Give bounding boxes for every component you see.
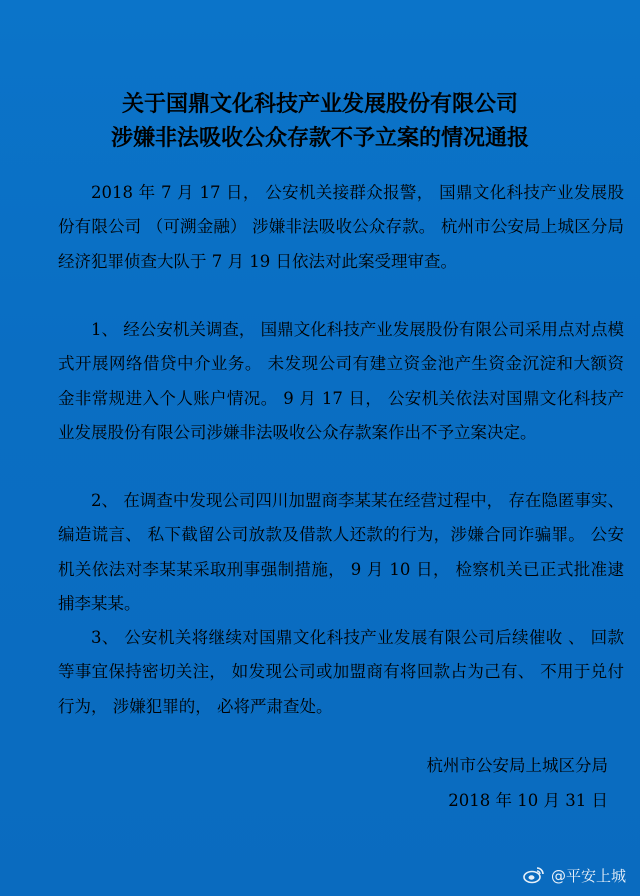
document-title-line2: 涉嫌非法吸收公众存款不予立案的情况通报 — [110, 126, 529, 151]
signature-date: 2018 年 10 月 31 日 — [448, 791, 608, 810]
weibo-logo-icon — [523, 866, 545, 884]
paragraph-item-1: 1、 经公安机关调查， 国鼎文化科技产业发展股份有限公司采用点对点模式开展网络借贷中介业务。 未发现公司有建立资金池产生资金沉淀和大额资金非常规进入个人账户情况。 9 月 17 日， 公安机关依法对国鼎文化科技产业发展股份有限公司涉嫌非法吸收公众存款案作出不予立案决定。 — [58, 320, 624, 443]
weibo-watermark — [523, 862, 626, 888]
paragraph-item-3: 3、 公安机关将继续对国鼎文化科技产业发展有限公司后续催收 、 回款等事宜保持密切关注， 如发现公司或加盟商有将回款占为己有、 不用于兑付行为， 涉嫌犯罪的， 必将严肃查处。 — [58, 628, 624, 716]
paragraph-intro: 2018 年 7 月 17 日， 公安机关接群众报警， 国鼎文化科技产业发展股份有限公司 （可溯金融） 涉嫌非法吸收公众存款。 杭州市公安局上城区分局经济犯罪侦查大队于 7 月 19 日依法对此案受理审查。 — [58, 183, 624, 271]
paragraph-item-2: 2、 在调查中发现公司四川加盟商李某某在经营过程中， 存在隐匿事实、 编造谎言、 私下截留公司放款及借款人还款的行为，涉嫌合同诈骗罪。 公安机关依法对李某某采取刑事强制措施， 9 月 10 日， 检察机关已正式批准逮捕李某某。 — [58, 491, 624, 614]
watermark-text: @平安上城 — [550, 866, 626, 885]
document-title-line1: 关于国鼎文化科技产业发展股份有限公司 — [121, 92, 518, 117]
signature-organization: 杭州市公安局上城区分局 — [426, 756, 608, 775]
